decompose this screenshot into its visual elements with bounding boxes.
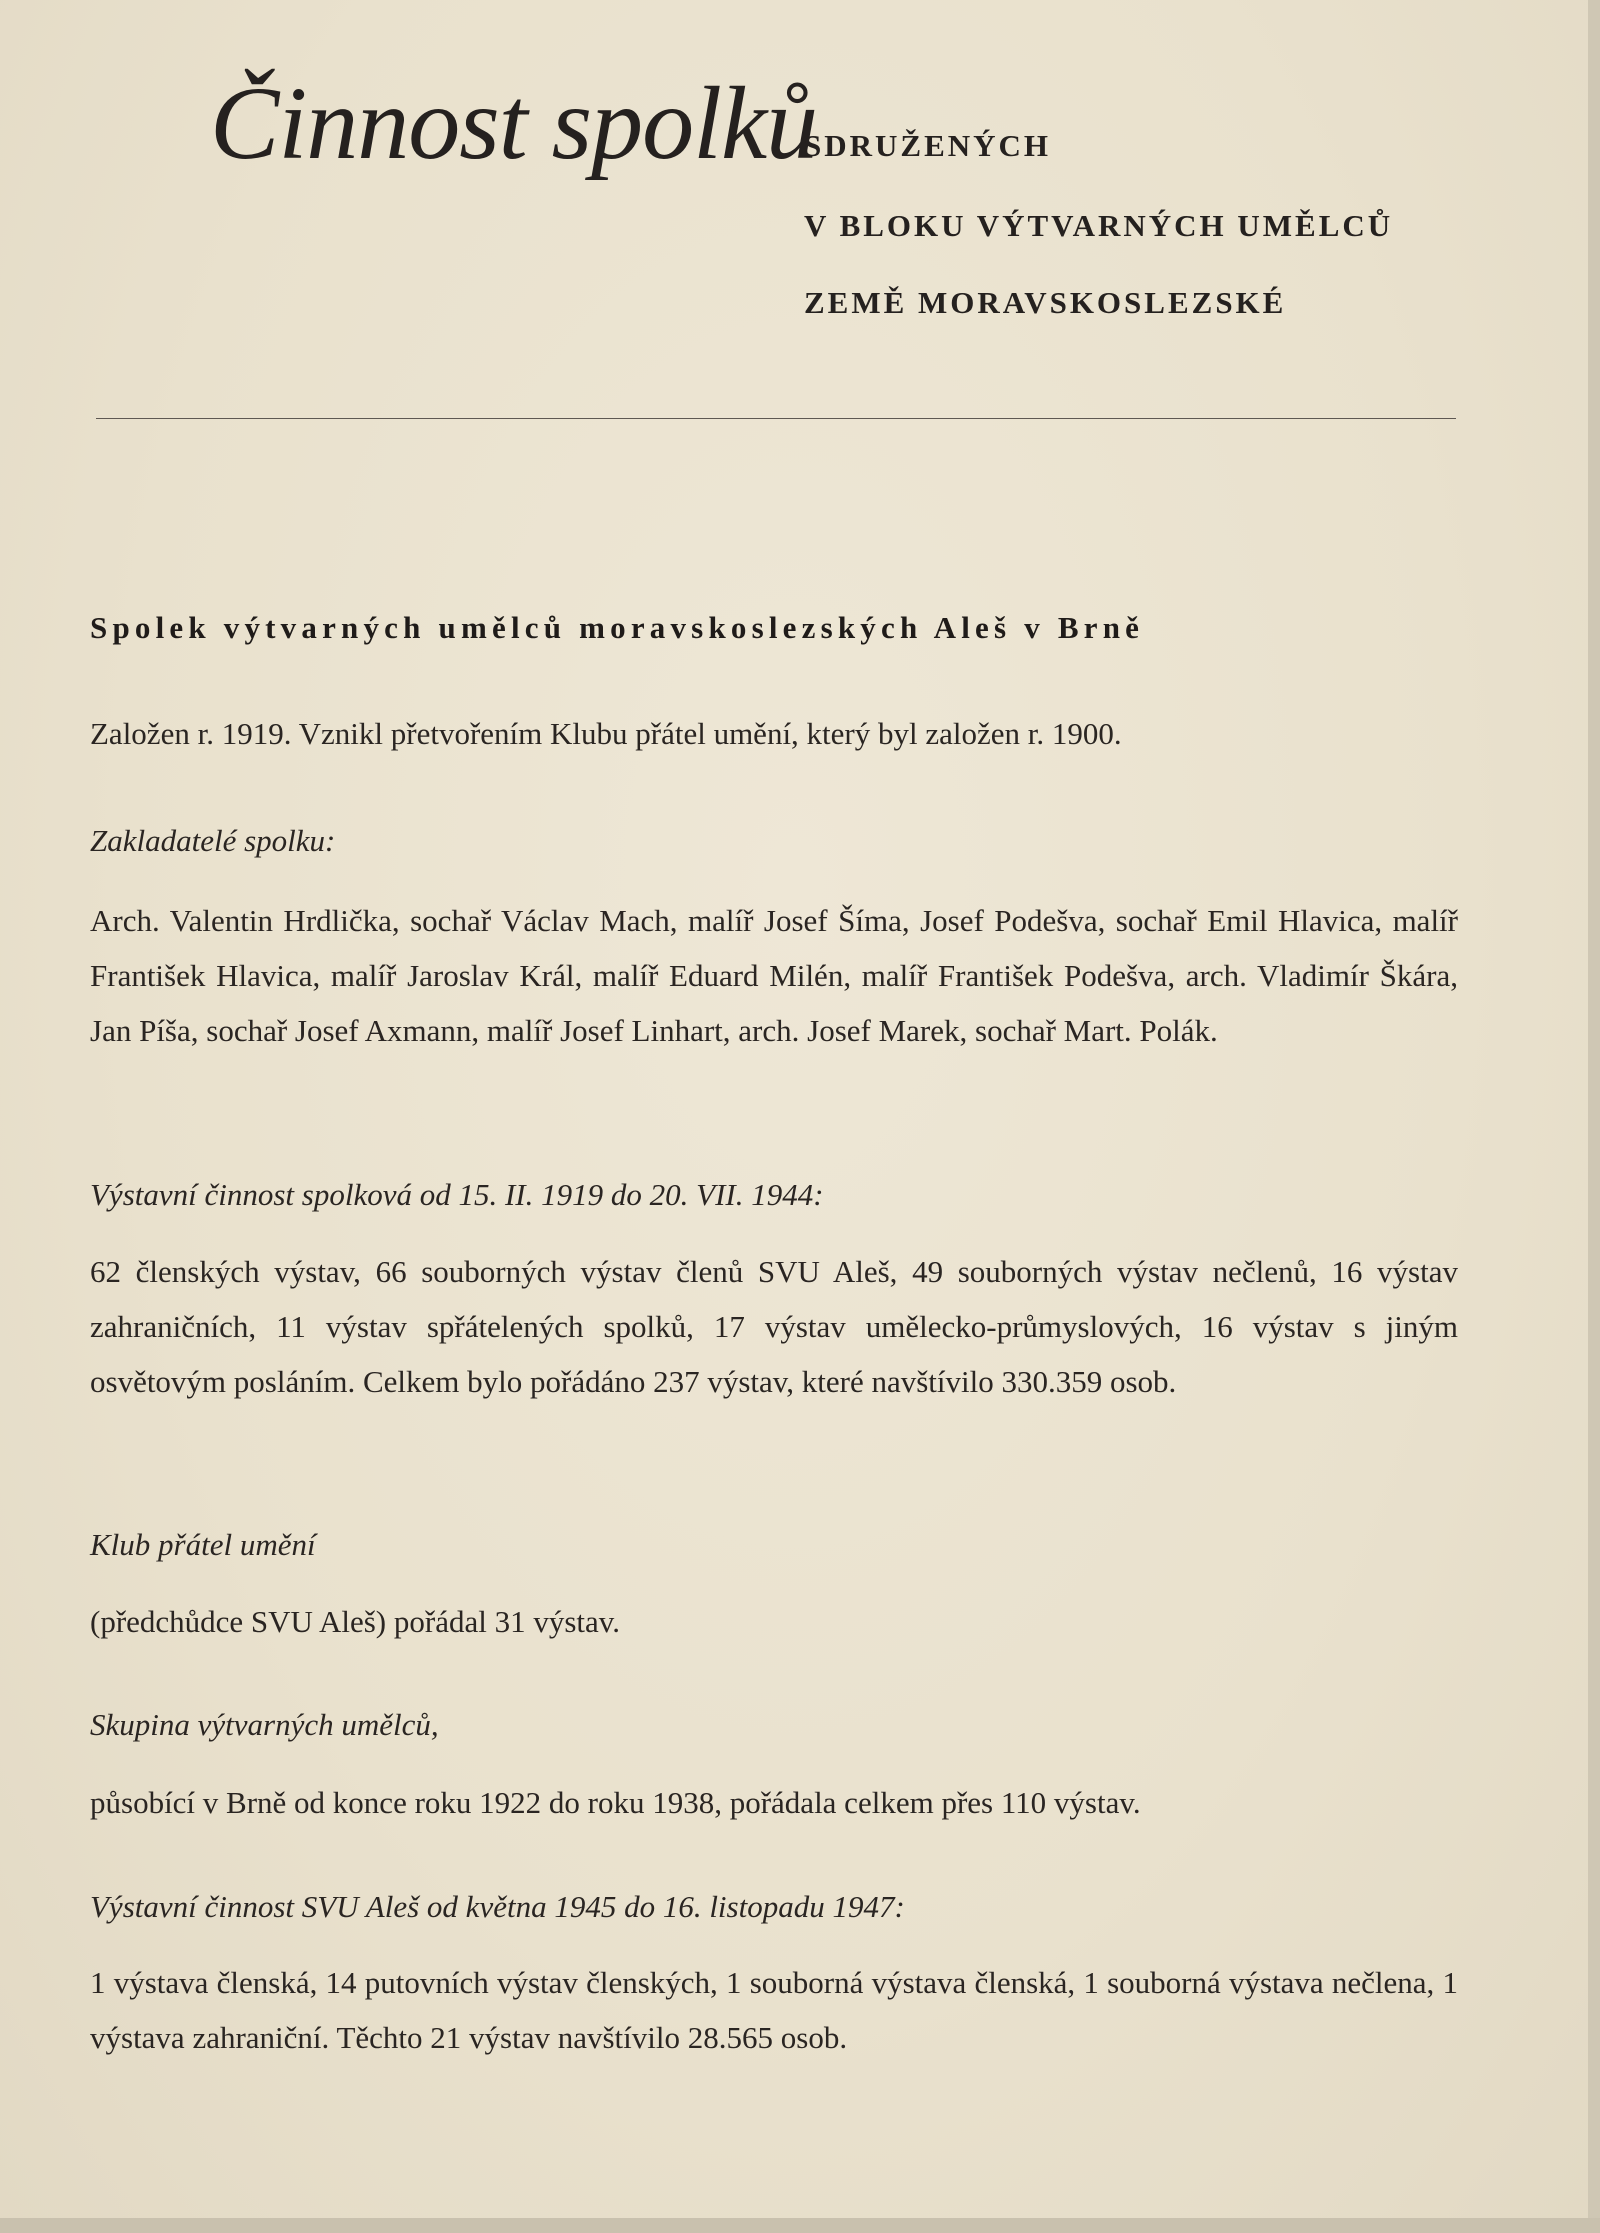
club-text: (předchůdce SVU Aleš) pořádal 31 výstav. xyxy=(90,1604,621,1639)
title-subtitle-line-1: SDRUŽENÝCH xyxy=(804,128,1052,163)
page-title: Činnost spolků xyxy=(210,66,818,181)
title-subtitle-line-2: V BLOKU VÝTVARNÝCH UMĚLCŮ xyxy=(804,208,1394,243)
exhibitions-1945-1947-heading: Výstavní činnost SVU Aleš od května 1945 do 16. listopadu 1947: xyxy=(90,1889,905,1924)
group-heading: Skupina výtvarných umělců, xyxy=(90,1707,439,1742)
club-heading: Klub přátel umění xyxy=(90,1527,316,1562)
page-edge-right xyxy=(1588,0,1600,2233)
title-subtitle-line-3: ZEMĚ MORAVSKOSLEZSKÉ xyxy=(804,285,1287,320)
horizontal-divider xyxy=(96,418,1456,419)
exhibitions-1919-1944-heading: Výstavní činnost spolková od 15. II. 1919 do 20. VII. 1944: xyxy=(90,1177,824,1212)
founders-text: Arch. Valentin Hrdlička, sochař Václav Mach, malíř Josef Šíma, Josef Podešva, sochař Emil Hlavica, malíř František Hlavica, malíř Jaroslav Král, malíř Eduard Milén, malíř František Podešva, arch. Vladimír Škára, Jan Píša, sochař Josef Axmann, malíř Josef Linhart, arch. Josef Marek, sochař Mart. Polák. xyxy=(90,903,1458,1048)
group-text: působící v Brně od konce roku 1922 do roku 1938, pořádala celkem přes 110 výstav. xyxy=(90,1785,1141,1820)
exhibitions-1919-1944-text: 62 členských výstav, 66 souborných výstav členů SVU Aleš, 49 souborných výstav nečlenů, 16 výstav zahraničních, 11 výstav spřátelených spolků, 17 výstav umělecko-průmyslových, 16 výstav s jiným osvětovým posláním. Celkem bylo pořádáno 237 výstav, které navštívilo 330.359 osob. xyxy=(90,1254,1458,1399)
founders-heading: Zakladatelé spolku: xyxy=(90,823,336,858)
page-edge-bottom xyxy=(0,2218,1600,2233)
society-name-heading: Spolek výtvarných umělců moravskoslezských Aleš v Brně xyxy=(90,610,1145,645)
society-founded-text: Založen r. 1919. Vznikl přetvořením Klubu přátel umění, který byl založen r. 1900. xyxy=(90,716,1122,751)
exhibitions-1945-1947-text: 1 výstava členská, 14 putovních výstav členských, 1 souborná výstava členská, 1 souborná výstava nečlena, 1 výstava zahraniční. Těchto 21 výstav navštívilo 28.565 osob. xyxy=(90,1965,1458,2055)
